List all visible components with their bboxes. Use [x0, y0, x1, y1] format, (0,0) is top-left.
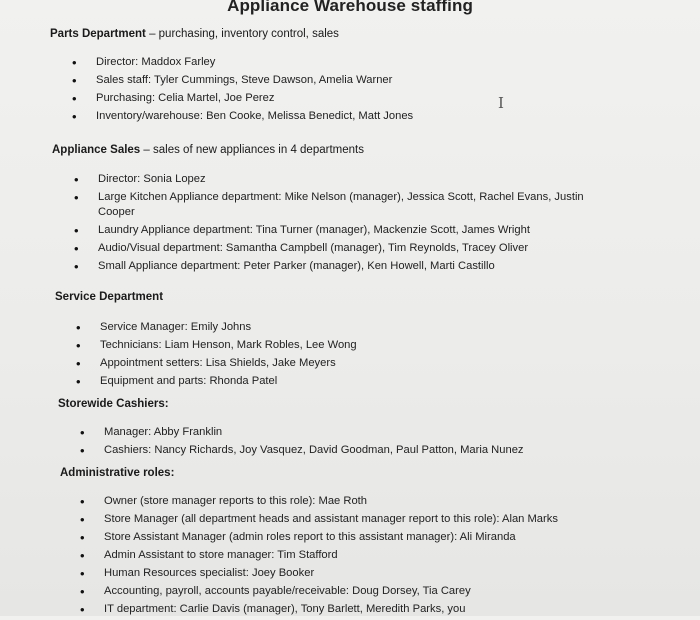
list-item — [80, 584, 680, 599]
list-item — [80, 566, 680, 581]
section-list-parts — [72, 55, 632, 127]
bullet-icon: • — [76, 320, 81, 335]
list-item-text: Small Appliance department: Peter Parker (manager), Ken Howell, Marti Castillo — [98, 260, 495, 272]
section-name: Parts Department — [50, 28, 146, 40]
bullet-icon: • — [72, 55, 77, 70]
section-name: Appliance Sales — [52, 144, 141, 156]
section-name: Storewide Cashiers: — [58, 398, 169, 410]
list-item-text: Accounting, payroll, accounts payable/receivable: Doug Dorsey, Tia Carey — [104, 585, 471, 597]
section-description: – purchasing, inventory control, sales — [145, 28, 339, 40]
list-item — [80, 425, 620, 440]
list-item-text: IT department: Carlie Davis (manager), Tony Barlett, Meredith Parks, you — [104, 603, 466, 615]
section-heading-parts — [50, 28, 339, 40]
list-item — [76, 320, 616, 335]
bullet-icon: • — [76, 338, 81, 353]
bullet-icon: • — [80, 566, 85, 581]
list-item — [80, 530, 680, 545]
bullet-icon: • — [72, 73, 77, 88]
list-item-text: Owner (store manager reports to this role): Mae Roth — [104, 495, 368, 507]
section-heading-service — [55, 291, 163, 303]
bullet-icon: • — [72, 109, 77, 124]
list-item — [80, 602, 680, 617]
bullet-icon: • — [76, 356, 81, 371]
list-item — [74, 259, 614, 274]
list-item-text: Cashiers: Nancy Richards, Joy Vasquez, David Goodman, Paul Patton, Maria Nunez — [104, 444, 524, 456]
bullet-icon: • — [80, 425, 85, 440]
list-item — [80, 512, 680, 527]
section-heading-administrative — [60, 467, 174, 479]
section-name: Administrative roles: — [60, 467, 175, 479]
section-heading-cashiers — [58, 398, 169, 410]
bullet-icon: • — [80, 443, 85, 458]
list-item — [76, 374, 616, 389]
list-item — [74, 172, 614, 187]
list-item — [72, 55, 632, 70]
list-item-text: Technicians: Liam Henson, Mark Robles, Lee Wong — [100, 339, 357, 351]
bullet-icon: • — [80, 494, 85, 509]
bullet-icon: • — [74, 259, 79, 274]
bullet-icon: • — [72, 91, 77, 106]
list-item-text: Admin Assistant to store manager: Tim Stafford — [104, 549, 338, 561]
list-item — [72, 73, 632, 88]
list-item-text: Director: Sonia Lopez — [98, 173, 206, 185]
list-item-text: Large Kitchen Appliance department: Mike Nelson (manager), Jessica Scott, Rachel Evans, Justin Cooper — [98, 191, 584, 218]
list-item — [80, 548, 680, 563]
section-name: Service Department — [55, 291, 164, 303]
list-item — [74, 223, 614, 238]
list-item-text: Appointment setters: Lisa Shields, Jake Meyers — [100, 357, 336, 369]
list-item-text: Store Assistant Manager (admin roles report to this assistant manager): Ali Miranda — [104, 531, 516, 543]
bullet-icon: • — [80, 548, 85, 563]
bullet-icon: • — [80, 584, 85, 599]
list-item-text: Inventory/warehouse: Ben Cooke, Melissa Benedict, Matt Jones — [96, 110, 414, 122]
bullet-icon: • — [74, 172, 79, 187]
section-list-service — [76, 320, 616, 392]
bullet-icon: • — [74, 241, 79, 256]
list-item-text: Purchasing: Celia Martel, Joe Perez — [96, 92, 275, 104]
list-item-text: Service Manager: Emily Johns — [100, 321, 252, 333]
list-item-text: Human Resources specialist: Joey Booker — [104, 567, 315, 579]
bullet-icon: • — [74, 190, 79, 205]
list-item-text: Director: Maddox Farley — [96, 56, 216, 68]
bullet-icon: • — [74, 223, 79, 238]
list-item-text: Audio/Visual department: Samantha Campbell (manager), Tim Reynolds, Tracey Oliver — [98, 242, 529, 254]
text-cursor-icon: I — [498, 94, 504, 112]
section-list-administrative — [80, 494, 680, 620]
list-item — [76, 338, 616, 353]
list-item-text: Store Manager (all department heads and assistant manager report to this role): Alan Marks — [104, 513, 558, 525]
list-item — [72, 91, 632, 106]
list-item — [74, 190, 614, 220]
list-item-text: Equipment and parts: Rhonda Patel — [100, 375, 278, 387]
section-list-cashiers — [80, 425, 620, 461]
list-item-text: Sales staff: Tyler Cummings, Steve Dawson, Amelia Warner — [96, 74, 393, 86]
list-item-text: Laundry Appliance department: Tina Turner (manager), Mackenzie Scott, James Wright — [98, 224, 530, 236]
list-item — [74, 241, 614, 256]
section-list-appliance-sales — [74, 172, 614, 277]
list-item-text: Manager: Abby Franklin — [104, 426, 223, 438]
bullet-icon: • — [80, 530, 85, 545]
list-item — [72, 109, 632, 124]
bullet-icon: • — [80, 602, 85, 617]
list-item — [76, 356, 616, 371]
list-item — [80, 494, 680, 509]
list-item — [80, 443, 620, 458]
bullet-icon: • — [76, 374, 81, 389]
document-title: Appliance Warehouse staffing — [227, 0, 473, 15]
section-heading-appliance-sales — [52, 144, 364, 156]
bullet-icon: • — [80, 512, 85, 527]
section-description: – sales of new appliances in 4 departments — [140, 144, 364, 156]
